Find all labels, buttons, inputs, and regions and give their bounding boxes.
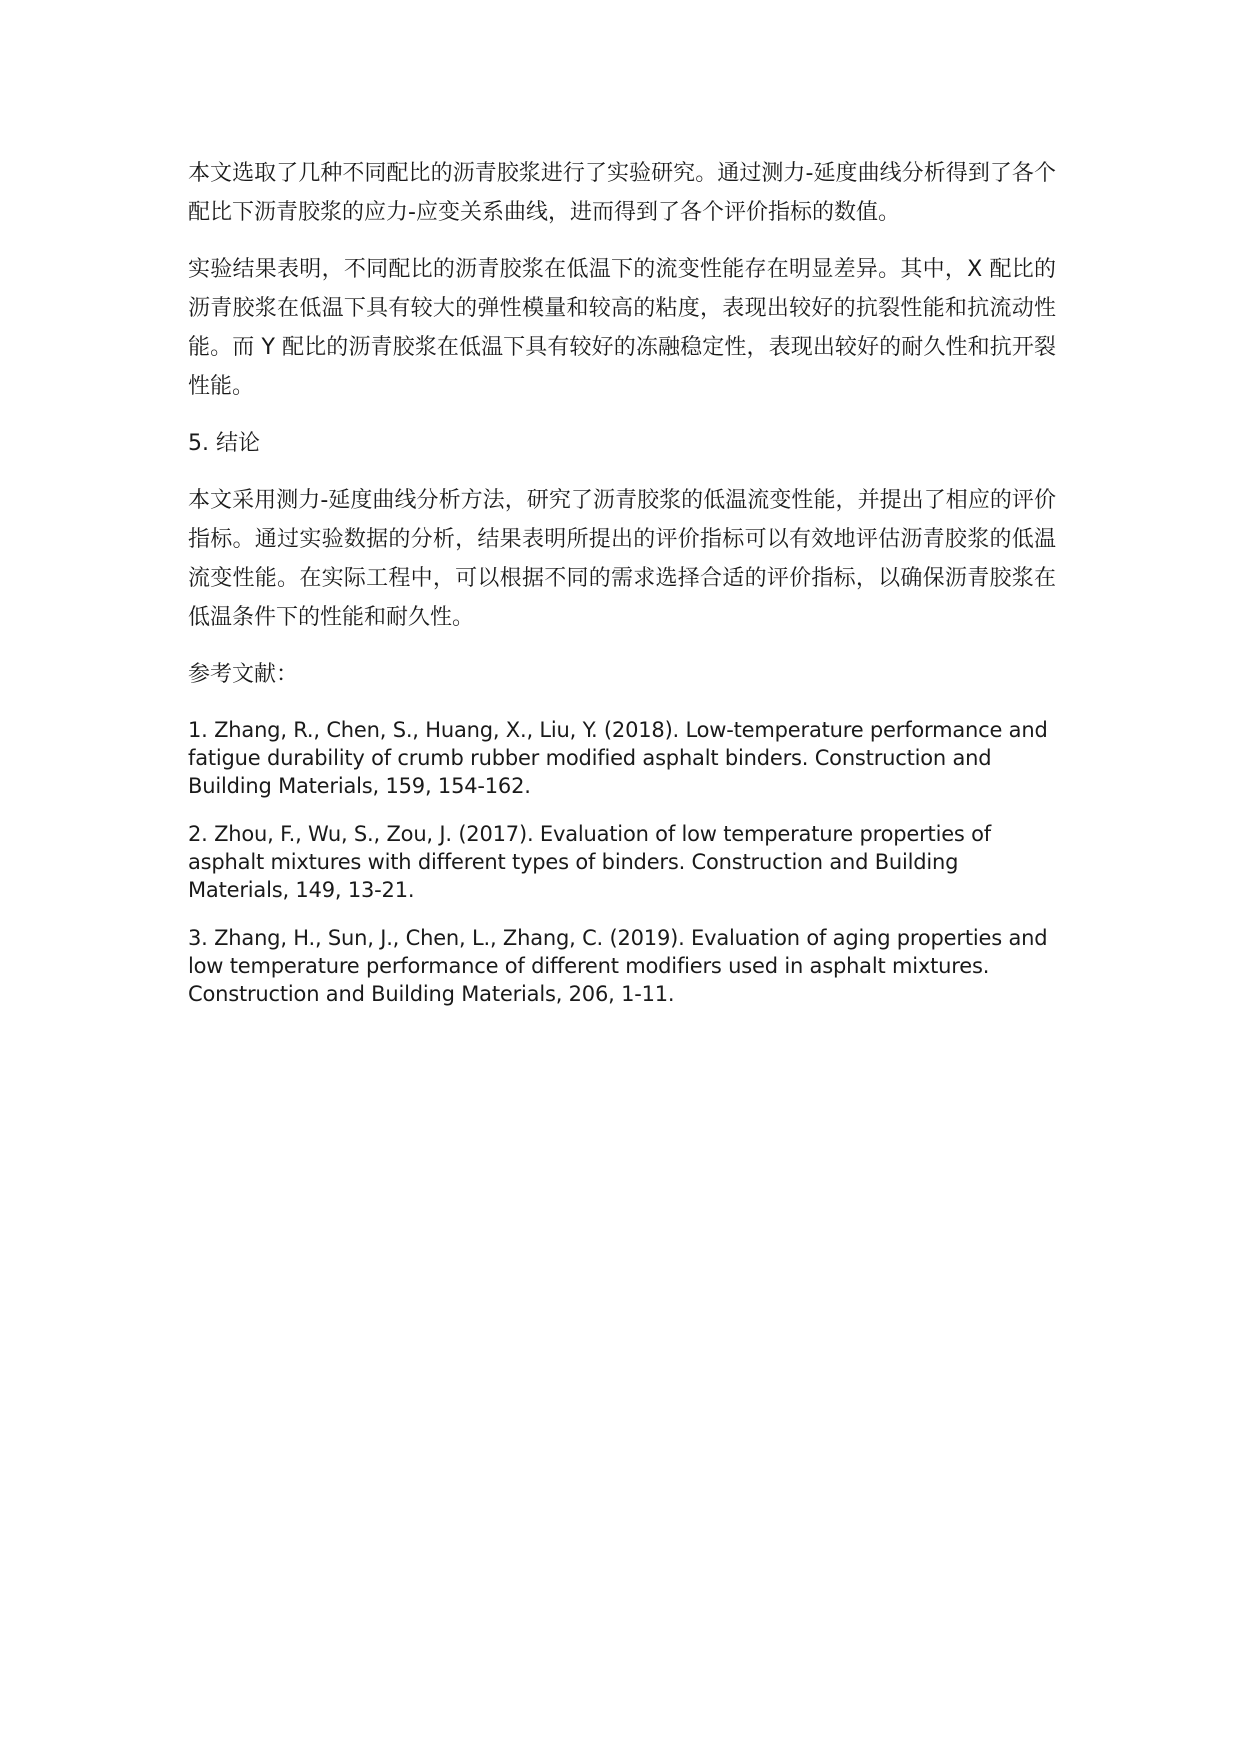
- body-paragraph: 实验结果表明，不同配比的沥青胶浆在低温下的流变性能存在明显差异。其中，X 配比的沥青胶浆在低温下具有较大的弹性模量和较高的粘度，表现出较好的抗裂性能和抗流动性能。而 Y 配比的沥青胶浆在低温下具有较好的冻融稳定性，表现出较好的耐久性和抗开裂性能。: [188, 257, 1056, 399]
- conclusion-paragraph: 本文采用测力-延度曲线分析方法，研究了沥青胶浆的低温流变性能，并提出了相应的评价指标。通过实验数据的分析，结果表明所提出的评价指标可以有效地评估沥青胶浆的低温流变性能。在实际工程中，可以根据不同的需求选择合适的评价指标，以确保沥青胶浆在低温条件下的性能和耐久性。: [188, 488, 1056, 630]
- reference-item: 1. Zhang, R., Chen, S., Huang, X., Liu, Y. (2018). Low-temperature performance and fatigue durability of crumb rubber modified asphalt binders. Construction and Building Materials, 159, 154-162.: [188, 718, 1048, 798]
- reference-item: 3. Zhang, H., Sun, J., Chen, L., Zhang, C. (2019). Evaluation of aging properties and low temperature performance of different modifiers used in asphalt mixtures. Construction and Building Materials, 206, 1-11.: [188, 926, 1048, 1006]
- page-content: [188, 154, 1056, 1028]
- body-paragraph: 本文选取了几种不同配比的沥青胶浆进行了实验研究。通过测力-延度曲线分析得到了各个配比下沥青胶浆的应力-应变关系曲线，进而得到了各个评价指标的数值。: [188, 161, 1056, 225]
- references-title: 参考文献：: [188, 662, 299, 687]
- reference-list: [188, 716, 1056, 1008]
- reference-item: 2. Zhou, F., Wu, S., Zou, J. (2017). Evaluation of low temperature properties of asphalt mixtures with different types of binders. Construction and Building Materials, 149, 13-21.: [188, 822, 991, 902]
- section-heading: 5. 结论: [188, 431, 260, 456]
